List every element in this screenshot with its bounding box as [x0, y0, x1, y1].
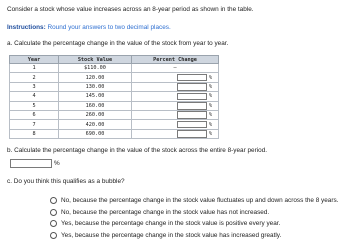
year-cell: 2 [10, 73, 59, 82]
percent-change-input[interactable] [177, 83, 207, 91]
percent-change-cell [132, 120, 219, 129]
value-cell: 420.00 [59, 120, 132, 129]
table-row [10, 92, 219, 101]
stock-table [9, 55, 219, 139]
value-cell: 160.00 [59, 101, 132, 110]
radio-icon[interactable] [50, 220, 57, 227]
header-percent-change: Percent Change [132, 56, 219, 64]
option-1[interactable] [50, 207, 338, 219]
value-cell: 690.00 [59, 129, 132, 138]
table-row [10, 64, 219, 73]
radio-icon[interactable] [50, 209, 57, 216]
header-year: Year [10, 56, 59, 64]
value-cell: 130.00 [59, 82, 132, 91]
year-cell: 3 [10, 82, 59, 91]
percent-sign: % [208, 130, 212, 137]
table-row [10, 120, 219, 129]
percent-change-input[interactable] [177, 93, 207, 101]
year-cell: 5 [10, 101, 59, 110]
percent-change-input[interactable] [177, 74, 207, 82]
option-3[interactable] [50, 230, 338, 242]
table-row [10, 110, 219, 119]
intro-text: Consider a stock whose value increases across an 8-year period as shown in the table. [7, 6, 254, 13]
percent-change-input[interactable] [177, 121, 207, 129]
question-b: b. Calculate the percentage change in the value of the stock across the entire 8-year period. [7, 147, 268, 154]
percent-change-cell [132, 64, 219, 73]
percent-change-cell [132, 82, 219, 91]
table-row [10, 82, 219, 91]
option-label: Yes, because the percentage change in the stock value has increased greatly. [61, 231, 282, 239]
percent-sign: % [208, 74, 212, 81]
table-row [10, 129, 219, 138]
value-cell: 120.00 [59, 73, 132, 82]
year-cell: 8 [10, 129, 59, 138]
percent-change-input[interactable] [177, 102, 207, 110]
percent-change-input[interactable] [177, 130, 207, 138]
year-cell: 1 [10, 64, 59, 73]
year-cell: 4 [10, 92, 59, 101]
year-cell: 6 [10, 110, 59, 119]
percent-change-input[interactable] [177, 111, 207, 119]
instructions [7, 24, 171, 32]
percent-sign: % [208, 112, 212, 119]
percent-change-cell [132, 129, 219, 138]
percent-change-cell [132, 110, 219, 119]
value-cell: 145.00 [59, 92, 132, 101]
percent-sign: % [208, 102, 212, 109]
question-a: a. Calculate the percentage change in the value of the stock from year to year. [7, 40, 229, 47]
total-percent-change-input[interactable] [10, 159, 52, 168]
option-label: Yes, because the percentage change in the stock value is positive every year. [61, 220, 281, 228]
percent-sign: % [54, 160, 60, 167]
option-label: No, because the percentage change in the stock value fluctuates up and down across the 8 years. [61, 197, 339, 205]
percent-change-cell [132, 101, 219, 110]
year-cell: 7 [10, 120, 59, 129]
bubble-options [50, 195, 338, 241]
option-2[interactable] [50, 218, 338, 230]
answer-b [10, 159, 60, 168]
value-cell: 260.00 [59, 110, 132, 119]
instructions-label: Instructions: [7, 24, 46, 31]
value-cell: $110.00 [59, 64, 132, 73]
percent-sign: % [208, 121, 212, 128]
option-label: No, because the percentage change in the stock value has not increased. [61, 208, 270, 216]
no-change-dash: – [173, 65, 177, 72]
instructions-text: Round your answers to two decimal places. [47, 24, 171, 31]
table-header-row [10, 56, 219, 64]
table-row [10, 101, 219, 110]
radio-icon[interactable] [50, 197, 57, 204]
table-row [10, 73, 219, 82]
question-c: c. Do you think this qualifies as a bubble? [7, 178, 125, 185]
header-stock-value: Stock Value [59, 56, 132, 64]
percent-change-cell [132, 92, 219, 101]
option-0[interactable] [50, 195, 338, 207]
radio-icon[interactable] [50, 232, 57, 239]
percent-sign: % [208, 83, 212, 90]
percent-sign: % [208, 93, 212, 100]
percent-change-cell [132, 73, 219, 82]
